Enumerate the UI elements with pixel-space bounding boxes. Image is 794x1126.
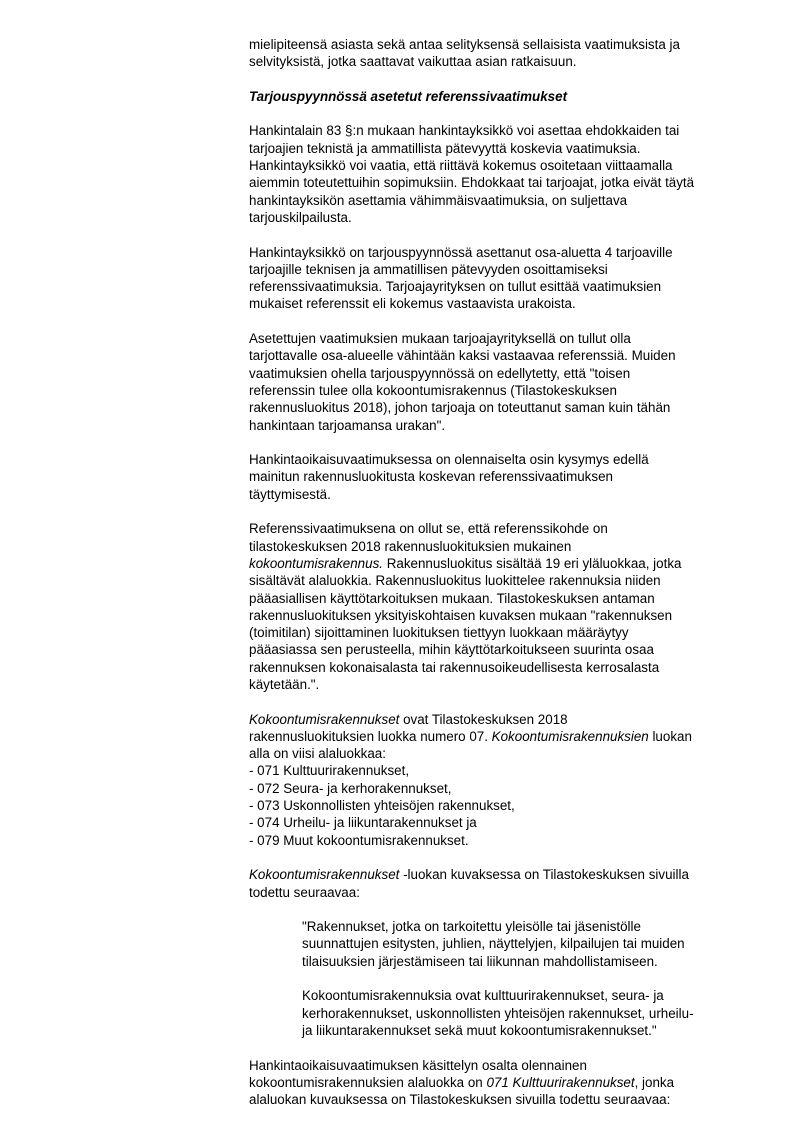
text-span: kokoontumisrakennuksien alaluokka on [249, 1074, 487, 1090]
text-span: , jonka [634, 1074, 675, 1090]
text-line: rakennuksen kokonaisalasta tai rakennusoikeudellisesta kerrosalasta [249, 659, 660, 675]
text-span: -luokan kuvaksessa on Tilastokeskuksen sivuilla [399, 867, 689, 883]
text-line: Asetettujen vaatimuksien mukaan tarjoajayrityksellä on tullut olla [249, 331, 631, 347]
text-line: tilastokeskuksen 2018 rakennusluokituksien mukainen [249, 538, 572, 554]
text-line: referenssivaatimuksia. Tarjoajayrityksen on tullut esittää vaatimuksien [249, 279, 662, 295]
paragraph-class-description-intro [249, 866, 719, 901]
quote-block-2 [302, 987, 727, 1039]
subclass-item: - 074 Urheilu- ja liikuntarakennukset ja [249, 815, 477, 831]
text-line [249, 711, 719, 728]
paragraph-reference-conditions [249, 330, 719, 434]
text-line: Hankintayksikkö voi vaatia, että riittävä kokemus osoitetaan viittaamalla [249, 158, 673, 174]
text-line: aiemmin toteutettuihin sopimuksiin. Ehdokkaat tai tarjoajat, jotka eivät täytä [249, 175, 695, 191]
text-line: pääasiallisen käyttötarkoituksen mukaan. Tilastokeskuksen antaman [249, 590, 655, 606]
text-line: hankintayksikön asettamia vähimmäisvaatimuksia, on suljettava [249, 192, 628, 208]
text-line [249, 728, 719, 745]
text-line: sisältävät alaluokkia. Rakennusluokitus luokittelee rakennuksia niiden [249, 573, 661, 589]
paragraph-culture-buildings [249, 1057, 719, 1109]
paragraph-requirements [249, 244, 719, 313]
text-span: rakennusluokituksien luokka numero 07. [249, 728, 492, 744]
text-line: Kokoontumisrakennuksia ovat kulttuurirakennukset, seura- ja [302, 988, 664, 1004]
text-line: selvityksistä, jotka saattavat vaikuttaa asian ratkaisuun. [249, 54, 577, 70]
text-line: Hankintaoikaisuvaatimuksen käsittelyn osalta olennainen [249, 1057, 587, 1073]
paragraph-legal-basis [249, 122, 719, 226]
text-line: Hankintaoikaisuvaatimuksessa on olennaiselta osin kysymys edellä [249, 452, 649, 468]
paragraph-intro [249, 36, 719, 71]
italic-term: 071 Kulttuurirakennukset [486, 1074, 635, 1090]
italic-term: kokoontumisrakennus. [249, 555, 383, 571]
text-line: vaatimuksien ohella tarjouspyynnössä on edellytetty, että "toisen [249, 365, 631, 381]
italic-term: Kokoontumisrakennukset [249, 711, 400, 727]
text-line: mielipiteensä asiasta sekä antaa selityksensä sellaisista vaatimuksista ja [249, 37, 680, 52]
text-line: pääasiassa sen perusteella, mihin käyttötarkoitukseen suurinta osaa [249, 642, 654, 658]
subclass-item: - 071 Kulttuurirakennukset, [249, 763, 410, 779]
text-line [249, 555, 719, 572]
text-line: tarjoajien teknistä ja ammatillista pätevyyttä koskevia vaatimuksia. [249, 140, 641, 156]
text-line: tilaisuuksien järjestämiseen tai liikunnan mahdollistamiseen. [302, 953, 658, 969]
paragraph-classification [249, 520, 719, 693]
paragraph-assembly-buildings [249, 711, 719, 849]
subclass-item: - 073 Uskonnollisten yhteisöjen rakennukset, [249, 798, 515, 814]
text-line: Hankintayksikkö on tarjouspyynnössä asettanut osa-aluetta 4 tarjoaville [249, 244, 673, 260]
text-line: suunnattujen esitysten, juhlien, näyttelyjen, kilpailujen tai muiden [302, 936, 685, 952]
text-span: luokan [648, 728, 692, 744]
text-line: käytetään.". [249, 676, 320, 692]
text-line: tarjottavalle osa-alueelle vähintään kaksi vastaavaa referenssiä. Muiden [249, 348, 676, 364]
text-line: todettu seuraavaa: [249, 884, 360, 900]
text-line: Hankintalain 83 §:n mukaan hankintayksikkö voi asettaa ehdokkaiden tai [249, 123, 680, 139]
text-line: Referenssivaatimuksena on ollut se, että referenssikohde on [249, 521, 608, 537]
quote-block-1 [302, 918, 727, 970]
text-line: tarjouskilpailusta. [249, 209, 352, 225]
document-page [249, 36, 719, 1126]
text-line: mainitun rakennusluokitusta koskevan referenssivaatimuksen [249, 469, 613, 485]
text-line: mukaiset referenssit eli kokemus vastaavista urakoista. [249, 296, 576, 312]
text-line [249, 866, 719, 883]
text-line: alla on viisi alaluokkaa: [249, 746, 386, 762]
text-line [249, 1074, 719, 1091]
section-heading: Tarjouspyynnössä asetetut referenssivaatimukset [249, 88, 568, 104]
text-line: tarjoajille teknisen ja ammatillisen pätevyyden osoittamiseksi [249, 261, 608, 277]
text-line: täyttymisestä. [249, 486, 331, 502]
text-line: kerhorakennukset, uskonnollisten yhteisöjen rakennukset, urheilu- [302, 1005, 694, 1021]
text-line: rakennusluokituksen yksityiskohtaisen kuvaksen mukaan "rakennuksen [249, 607, 673, 623]
text-line: ja liikuntarakennukset sekä muut kokoontumisrakennukset." [302, 1022, 657, 1038]
italic-term: Kokoontumisrakennuksien [491, 728, 649, 744]
text-line: "Rakennukset, jotka on tarkoitettu yleisölle tai jäsenistölle [302, 919, 641, 935]
text-line: rakennusluokitus 2018), johon tarjoaja on toteuttanut saman kuin tähän [249, 400, 671, 416]
text-span: Rakennusluokitus sisältää 19 eri yläluokkaa, jotka [382, 555, 682, 571]
subclass-item: - 072 Seura- ja kerhorakennukset, [249, 780, 452, 796]
text-line: (toimitilan) sijoittaminen luokituksen tiettyyn luokkaan määräytyy [249, 625, 629, 641]
text-line: alaluokan kuvauksessa on Tilastokeskuksen sivuilla todettu seuraavaa: [249, 1092, 671, 1108]
subclass-item: - 079 Muut kokoontumisrakennukset. [249, 832, 469, 848]
text-line: hankintaan tarjoamansa urakan". [249, 417, 446, 433]
text-line: referenssin tulee olla kokoontumisrakennus (Tilastokeskuksen [249, 382, 617, 398]
text-span: ovat Tilastokeskuksen 2018 [399, 711, 568, 727]
paragraph-question [249, 451, 719, 503]
italic-term: Kokoontumisrakennukset [249, 867, 400, 883]
